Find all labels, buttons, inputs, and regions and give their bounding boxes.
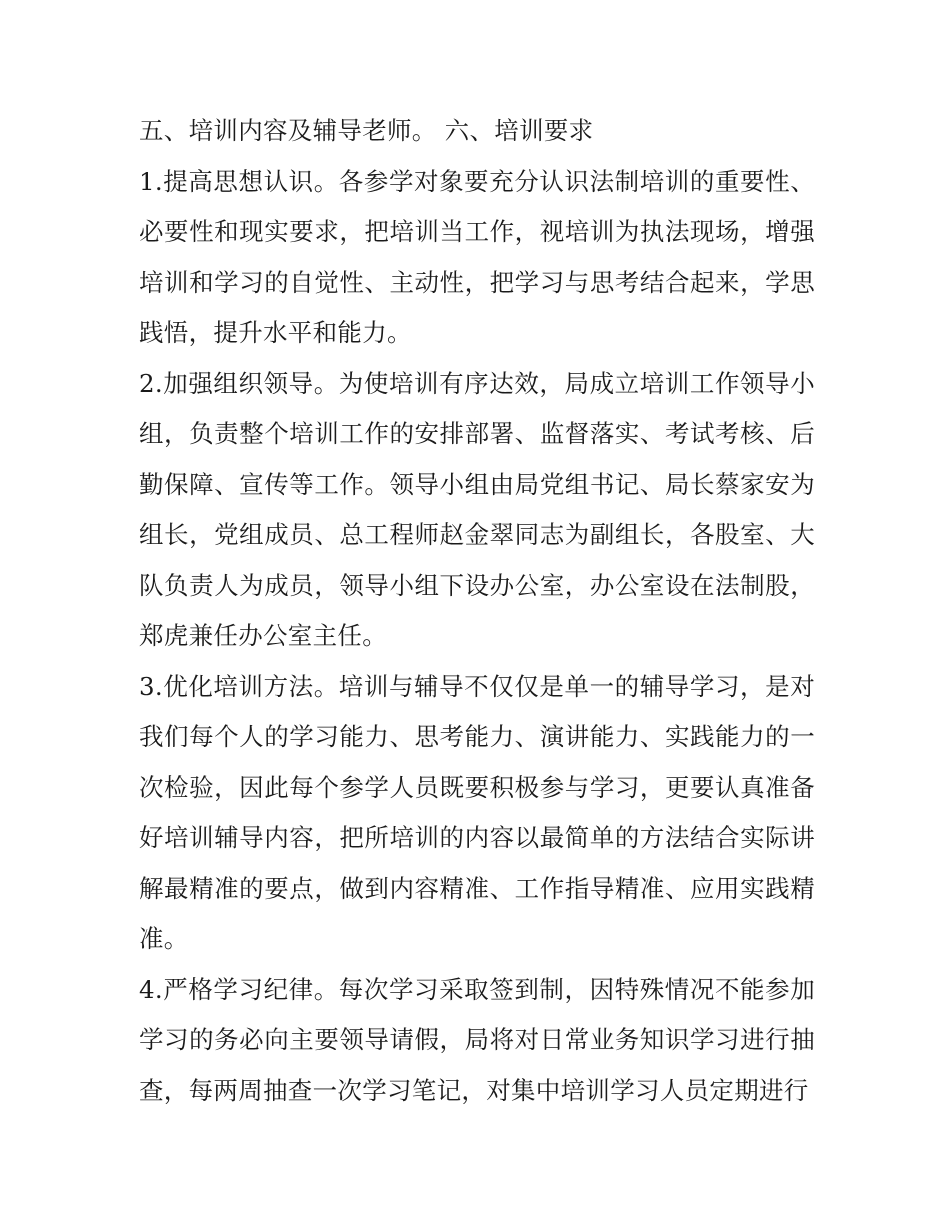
- section-heading-line: 五、培训内容及辅导老师。 六、培训要求: [139, 116, 594, 145]
- document-body: [139, 106, 815, 1116]
- paragraph-study-discipline: 4.严格学习纪律。每次学习采取签到制，因特殊情况不能参加学习的务必向主要领导请假，局将对日常业务知识学习进行抽查，每两周抽查一次学习笔记，对集中培训学习人员定期进行: [139, 974, 815, 1105]
- paragraph-training-methods: 3.优化培训方法。培训与辅导不仅仅是单一的辅导学习，是对我们每个人的学习能力、思考能力、演讲能力、实践能力的一次检验，因此每个参学人员既要积极参与学习，更要认真准备好培训辅导内容，把所培训的内容以最简单的方法结合实际讲解最精准的要点，做到内容精准、工作指导精准、应用实践精准。: [139, 671, 815, 953]
- paragraph-raise-awareness: 1.提高思想认识。各参学对象要充分认识法制培训的重要性、必要性和现实要求，把培训当工作，视培训为执法现场，增强培训和学习的自觉性、主动性，把学习与思考结合起来，学思践悟，提升水平和能力。: [139, 166, 815, 347]
- paragraph-organization-leadership: 2.加强组织领导。为使培训有序达效，局成立培训工作领导小组，负责整个培训工作的安排部署、监督落实、考试考核、后勤保障、宣传等工作。领导小组由局党组书记、局长蔡家安为组长，党组成员、总工程师赵金翠同志为副组长，各股室、大队负责人为成员，领导小组下设办公室，办公室设在法制股，郑虎兼任办公室主任。: [139, 368, 815, 650]
